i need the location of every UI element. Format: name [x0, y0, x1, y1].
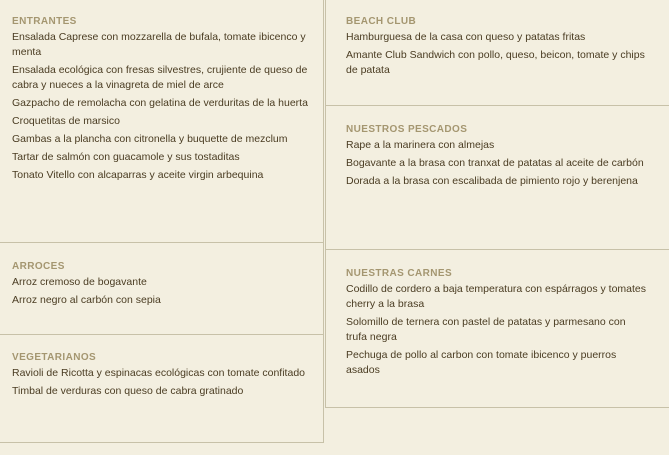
menu-item-list [346, 282, 647, 378]
menu-item: Tartar de salmón con guacamole y sus tostaditas [12, 151, 240, 163]
menu-item: Pechuga de pollo al carbon con tomate ibicenco y puerros asados [346, 349, 617, 376]
section-nuestros-pescados [325, 106, 669, 250]
section-title: BEACH CLUB [346, 16, 417, 27]
menu-item: Croquetitas de marsico [12, 115, 120, 127]
menu-item-list [346, 30, 647, 78]
section-title: ARROCES [12, 261, 65, 272]
menu-item: Hamburguesa de la casa con queso y patatas fritas [346, 31, 586, 43]
menu-item-list [12, 366, 313, 399]
menu-item: Bogavante a la brasa con tranxat de patatas al aceite de carbón [346, 157, 644, 169]
section-entrantes [0, 0, 324, 243]
menu-item: Solomillo de ternera con pastel de patatas y parmesano con trufa negra [346, 316, 626, 343]
menu-item-list [12, 30, 313, 183]
section-beach-club [325, 0, 669, 106]
menu-item: Ensalada Caprese con mozzarella de bufala, tomate ibicenco y menta [12, 31, 306, 58]
menu-item: Arroz negro al carbón con sepia [12, 294, 161, 306]
section-title: VEGETARIANOS [12, 352, 97, 363]
section-title: NUESTRAS CARNES [346, 268, 453, 279]
section-arroces [0, 243, 324, 335]
menu-item: Ensalada ecológica con fresas silvestres, crujiente de queso de cabra y nueces a la vinagreta de miel de arce [12, 64, 308, 91]
menu-item-list [346, 138, 647, 189]
menu-item: Dorada a la brasa con escalibada de pimiento rojo y berenjena [346, 175, 638, 187]
menu-item: Tonato Vitello con alcaparras y aceite virgin arbequina [12, 169, 264, 181]
menu-item: Rape a la marinera con almejas [346, 139, 495, 151]
menu-item-list [12, 275, 313, 308]
menu-item: Timbal de verduras con queso de cabra gratinado [12, 385, 244, 397]
section-vegetarianos [0, 335, 324, 443]
menu-item: Arroz cremoso de bogavante [12, 276, 147, 288]
menu-item: Gazpacho de remolacha con gelatina de verduritas de la huerta [12, 97, 308, 109]
section-nuestras-carnes [325, 250, 669, 408]
menu-item: Codillo de cordero a baja temperatura con espárragos y tomates cherry a la brasa [346, 283, 646, 310]
menu-item: Gambas a la plancha con citronella y buquette de mezclum [12, 133, 288, 145]
menu-item: Ravioli de Ricotta y espinacas ecológicas con tomate confitado [12, 367, 305, 379]
section-title: NUESTROS PESCADOS [346, 124, 468, 135]
section-title: ENTRANTES [12, 16, 77, 27]
menu-item: Amante Club Sandwich con pollo, queso, beicon, tomate y chips de patata [346, 49, 645, 76]
